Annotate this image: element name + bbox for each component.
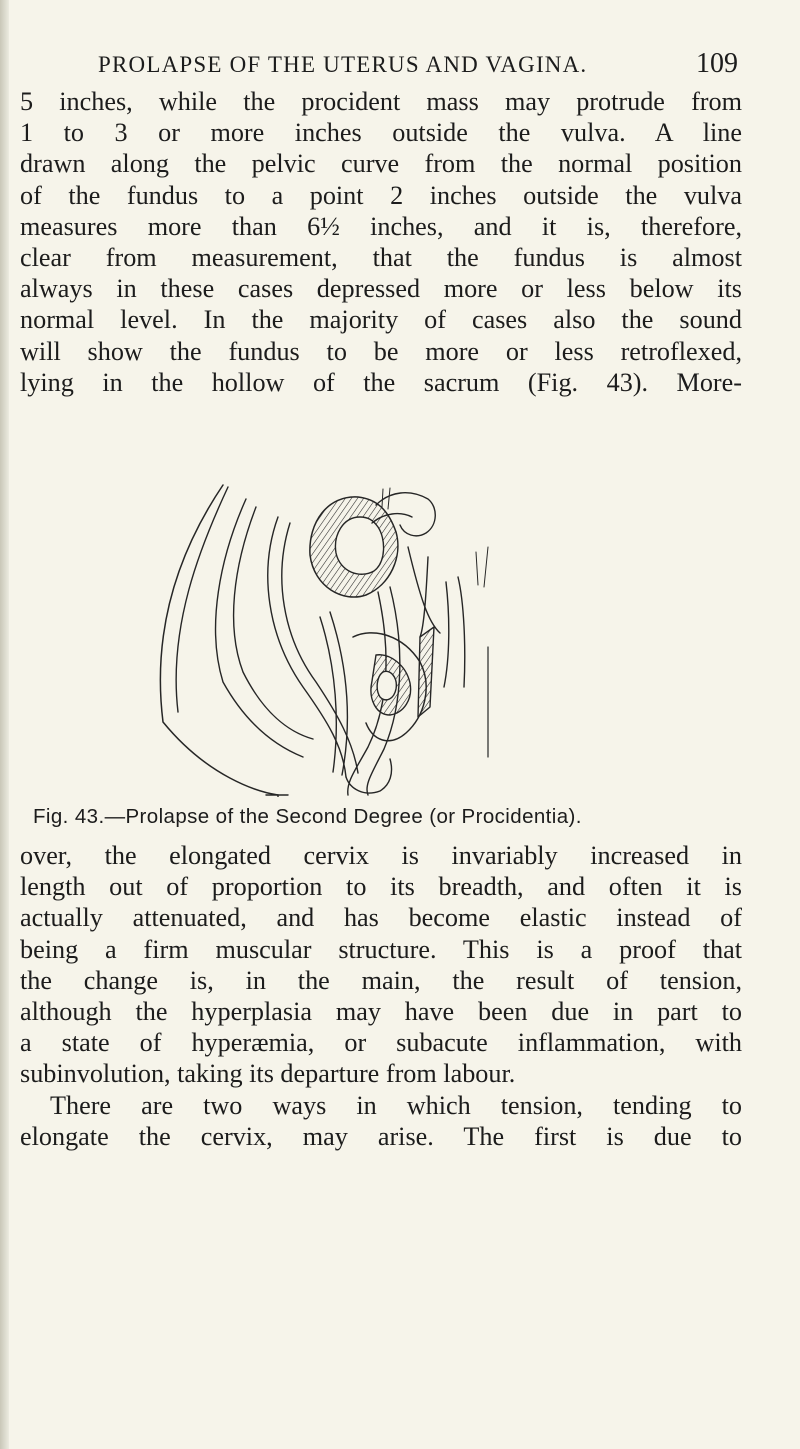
text-line: clear from measurement, that the fundus is almost bbox=[20, 243, 742, 273]
text-line: always in these cases depressed more or less below its bbox=[20, 274, 742, 304]
text-line: 1 to 3 or more inches outside the vulva. A line bbox=[20, 118, 742, 148]
page-binding-edge bbox=[0, 0, 9, 1449]
paragraph-2 bbox=[20, 840, 742, 1152]
text-line: of the fundus to a point 2 inches outside the vulva bbox=[20, 180, 742, 210]
text-line: subinvolution, taking its departure from labour. bbox=[20, 1059, 516, 1089]
anatomical-section-drawing bbox=[128, 477, 558, 797]
figure-caption: Fig. 43.—Prolapse of the Second Degree (or Procidentia). bbox=[33, 805, 582, 828]
page-number: 109 bbox=[696, 48, 738, 79]
text-line: There are two ways in which tension, tending to bbox=[50, 1090, 742, 1120]
running-head: PROLAPSE OF THE UTERUS AND VAGINA. bbox=[98, 52, 588, 77]
text-line: length out of proportion to its breadth, and often it is bbox=[20, 872, 742, 902]
text-line: being a firm muscular structure. This is a proof that bbox=[20, 934, 742, 964]
text-line: will show the fundus to be more or less retroflexed, bbox=[20, 336, 742, 366]
text-line: elongate the cervix, may arise. The first is due to bbox=[20, 1121, 742, 1151]
text-line: 5 inches, while the procident mass may protrude from bbox=[20, 87, 742, 116]
text-line: drawn along the pelvic curve from the normal position bbox=[20, 149, 742, 179]
text-line: actually attenuated, and has become elastic instead of bbox=[20, 903, 742, 933]
paragraph-1 bbox=[20, 86, 742, 398]
text-line: measures more than 6½ inches, and it is, therefore, bbox=[20, 211, 742, 241]
text-line: over, the elongated cervix is invariably increased in bbox=[20, 841, 742, 870]
text-line: the change is, in the main, the result of tension, bbox=[20, 965, 742, 995]
page-header bbox=[98, 48, 738, 88]
text-line: a state of hyperæmia, or subacute inflammation, with bbox=[20, 1028, 742, 1058]
text-line: although the hyperplasia may have been due in part to bbox=[20, 997, 742, 1027]
text-line: normal level. In the majority of cases also the sound bbox=[20, 305, 742, 335]
text-line: lying in the hollow of the sacrum (Fig. 43). More- bbox=[20, 367, 742, 397]
figure-43-illustration bbox=[128, 477, 558, 797]
